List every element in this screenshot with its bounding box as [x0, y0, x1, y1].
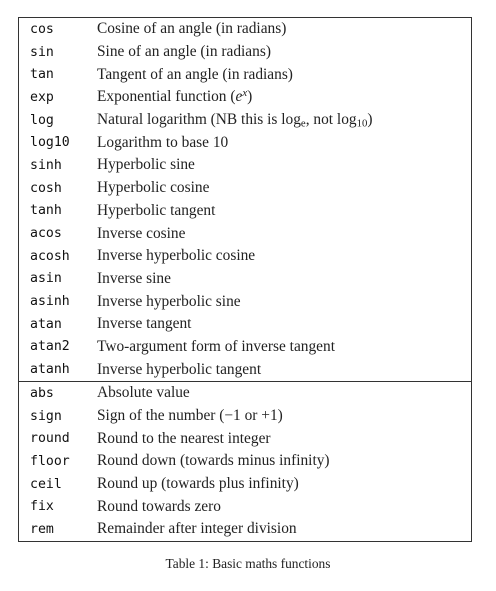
function-description: Cosine of an angle (in radians): [97, 20, 287, 38]
function-name: floor: [30, 453, 70, 469]
function-description: Hyperbolic tangent: [97, 201, 216, 219]
table-row: [19, 154, 471, 177]
function-description: Inverse hyperbolic cosine: [97, 247, 256, 265]
math-expression: $e^x$: [235, 87, 248, 106]
table-row: [19, 222, 471, 245]
table-caption: Table 1: Basic maths functions: [165, 556, 331, 571]
function-name: atanh: [30, 362, 70, 378]
table-row: [19, 131, 471, 154]
function-description: Exponential function $(e^x)$: [97, 87, 253, 106]
table-row: [19, 86, 471, 109]
table-row: [19, 358, 471, 381]
function-name: asin: [30, 271, 62, 287]
function-name: cosh: [30, 180, 62, 196]
function-description: Inverse sine: [97, 269, 171, 287]
function-name: fix: [30, 499, 54, 515]
table-row: [19, 405, 471, 428]
function-description: Inverse hyperbolic tangent: [97, 360, 262, 378]
function-name: atan: [30, 316, 62, 332]
function-description: Logarithm to base 10: [97, 133, 229, 151]
function-description: Inverse hyperbolic sine: [97, 292, 241, 310]
table-row: [19, 450, 471, 473]
function-description: Round to the nearest integer: [97, 429, 271, 447]
function-name: exp: [30, 89, 54, 105]
function-name: asinh: [30, 294, 70, 310]
function-description: Round towards zero: [97, 497, 221, 515]
table-row: [19, 245, 471, 268]
table-row: [19, 313, 471, 336]
table-row: [19, 427, 471, 450]
table-row: [19, 268, 471, 291]
function-description: Natural logarithm (NB this is $\log_e$, not $\log_{10}$): [97, 111, 373, 130]
table-row: [19, 381, 471, 405]
function-description: Inverse cosine: [97, 224, 186, 242]
table-row: [19, 41, 471, 64]
function-name: tan: [30, 67, 54, 83]
table-row: [19, 200, 471, 223]
function-name: atan2: [30, 339, 70, 355]
table-row: [19, 177, 471, 200]
table-row: [19, 473, 471, 496]
function-name: log10: [30, 135, 70, 151]
function-description: Absolute value: [97, 384, 190, 402]
function-name: round: [30, 431, 70, 447]
function-description: Two-argument form of inverse tangent: [97, 337, 335, 355]
table-row: [19, 495, 471, 518]
function-description: Tangent of an angle (in radians): [97, 65, 293, 83]
table-row: [19, 109, 471, 132]
function-description: Round down (towards minus infinity): [97, 452, 330, 470]
function-name: log: [30, 112, 54, 128]
table-row: [19, 290, 471, 313]
function-description: Hyperbolic cosine: [97, 179, 210, 197]
function-name: ceil: [30, 476, 62, 492]
function-description: Remainder after integer division: [97, 520, 297, 538]
function-name: tanh: [30, 203, 62, 219]
function-description: Inverse tangent: [97, 315, 192, 333]
function-name: acosh: [30, 248, 70, 264]
table-row: [19, 63, 471, 86]
function-name: sign: [30, 408, 62, 424]
function-name: cos: [30, 21, 54, 37]
function-name: sin: [30, 44, 54, 60]
functions-table: [18, 17, 472, 542]
table-row: [19, 18, 471, 41]
function-description: Round up (towards plus infinity): [97, 475, 299, 493]
table-row: [19, 336, 471, 359]
function-name: abs: [30, 385, 54, 401]
function-description: Sine of an angle (in radians): [97, 43, 271, 61]
function-description: Sign of the number (−1 or +1): [97, 407, 283, 425]
function-description: Hyperbolic sine: [97, 156, 195, 174]
function-name: sinh: [30, 157, 62, 173]
function-name: acos: [30, 226, 62, 242]
table-row: [19, 518, 471, 541]
function-name: rem: [30, 521, 54, 537]
